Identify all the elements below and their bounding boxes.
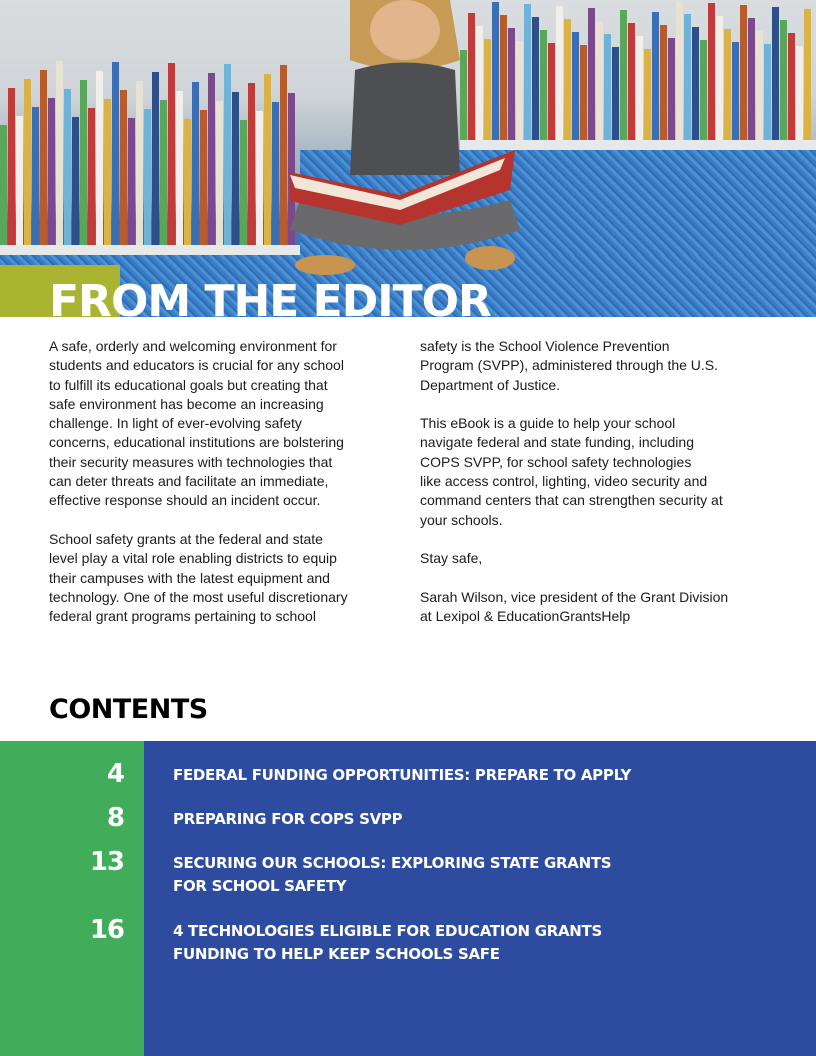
text-line: level play a vital role enabling districts to equip (49, 550, 337, 567)
paragraph (420, 337, 765, 395)
text-line: effective response should an incident occur. (49, 492, 321, 509)
book-spine (128, 118, 135, 245)
book-spine (136, 81, 143, 245)
text-line: their campuses with the latest equipment and (49, 569, 330, 586)
text-line: at Lexipol & EducationGrantsHelp (420, 608, 631, 625)
book-spine (184, 119, 191, 245)
toc-page-number: 13 (89, 847, 124, 877)
text-line: Program (SVPP), administered through the U.S. (420, 357, 719, 374)
text-line: their security measures with technologies that (49, 453, 333, 470)
text-line: Department of Justice. (420, 376, 561, 393)
book-spine (248, 83, 255, 245)
book-spine (176, 91, 183, 245)
book-spine (112, 62, 119, 245)
book-spine (612, 47, 619, 145)
text-line: Stay safe, (420, 550, 483, 567)
book-spine (56, 61, 63, 245)
text-line: federal grant programs pertaining to school (49, 608, 316, 625)
editor-letter-column-right (420, 337, 765, 646)
paragraph (420, 414, 765, 530)
shelf (0, 245, 300, 255)
book-spine (24, 79, 31, 245)
book-spine (264, 74, 271, 245)
book-spine (716, 16, 723, 145)
girl-reading-illustration (290, 0, 520, 280)
book-spine (660, 25, 667, 145)
book-spine (72, 117, 79, 245)
book-spine (144, 109, 151, 245)
book-spine (32, 107, 39, 245)
book-spine (676, 1, 683, 145)
book-spine (796, 46, 803, 145)
toc-title (173, 852, 611, 897)
book-spine (96, 71, 103, 245)
toc-title-line: PREPARING FOR COPS SVPP (173, 810, 403, 828)
book-spine (232, 92, 239, 245)
book-spine (280, 65, 287, 245)
book-spine (532, 17, 539, 145)
book-spine (40, 70, 47, 245)
book-spine (556, 6, 563, 145)
book-spine (756, 31, 763, 145)
toc-page-number: 4 (106, 759, 124, 789)
book-spine (104, 99, 111, 245)
book-spine (732, 42, 739, 145)
book-spine (684, 14, 691, 145)
book-spine (652, 12, 659, 145)
book-spine (224, 64, 231, 245)
text-line: safe environment has become an increasing (49, 395, 324, 412)
toc-title (173, 920, 602, 965)
book-spine (620, 10, 627, 145)
book-spine (80, 80, 87, 245)
book-spine (572, 32, 579, 145)
book-spine (256, 111, 263, 245)
toc-title (173, 764, 631, 787)
toc-title-line: FUNDING TO HELP KEEP SCHOOLS SAFE (173, 944, 500, 963)
book-spine (708, 3, 715, 145)
editor-letter-column-left (49, 337, 394, 646)
hero-photo (0, 0, 816, 317)
text-line: Sarah Wilson, vice president of the Grant Division (420, 588, 729, 605)
text-line: challenge. In light of ever-evolving safety (49, 415, 302, 432)
toc-title (173, 808, 402, 831)
book-spine (636, 36, 643, 145)
text-line: command centers that can strengthen security at (420, 492, 723, 509)
text-line: your schools. (420, 511, 503, 528)
book-spine (764, 44, 771, 145)
book-spine (524, 4, 531, 145)
text-line: safety is the School Violence Prevention (420, 338, 670, 354)
book-spine (152, 72, 159, 245)
text-line: concerns, educational institutions are bolstering (49, 434, 344, 451)
contents-heading: CONTENTS (49, 694, 208, 725)
book-spine (692, 27, 699, 145)
book-spine (668, 38, 675, 145)
book-spine (48, 98, 55, 245)
book-spine (200, 110, 207, 245)
text-line: A safe, orderly and welcoming environment for (49, 338, 337, 354)
book-spine (804, 9, 811, 145)
book-spine (772, 7, 779, 145)
toc-title-line: SECURING OUR SCHOOLS: EXPLORING STATE GRANTS (173, 854, 612, 872)
book-spine (780, 20, 787, 145)
book-spine (120, 90, 127, 245)
book-spine (740, 5, 747, 145)
book-spine (160, 100, 167, 245)
text-line: like access control, lighting, video security and (420, 473, 708, 490)
book-spine (8, 88, 15, 245)
book-spine (192, 82, 199, 245)
book-spine (588, 8, 595, 145)
book-spine (548, 43, 555, 145)
text-line: School safety grants at the federal and state (49, 530, 323, 547)
book-spine (0, 125, 7, 245)
book-spine (596, 21, 603, 145)
paragraph (420, 549, 765, 568)
text-line: technology. One of the most useful discretionary (49, 588, 348, 605)
book-spine (240, 120, 247, 245)
book-spine (272, 102, 279, 245)
toc-page-number: 16 (89, 915, 124, 945)
book-spine (748, 18, 755, 145)
book-spine (64, 89, 71, 245)
book-spine (644, 49, 651, 145)
book-spine (604, 34, 611, 145)
book-spine (580, 45, 587, 145)
book-spine (700, 40, 707, 145)
book-spine (788, 33, 795, 145)
text-line: to fulfill its educational goals but creating that (49, 376, 328, 393)
toc-page-number: 8 (106, 803, 124, 833)
bookshelf-left (0, 60, 296, 245)
text-line: navigate federal and state funding, including (420, 434, 694, 451)
toc-title-line: FOR SCHOOL SAFETY (173, 876, 347, 895)
text-line: students and educators is crucial for any school (49, 357, 344, 374)
toc-title-line: FEDERAL FUNDING OPPORTUNITIES: PREPARE TO APPLY (173, 766, 632, 784)
book-spine (216, 101, 223, 245)
book-spine (540, 30, 547, 145)
text-line: This eBook is a guide to help your school (420, 415, 676, 432)
contents-panel (144, 741, 816, 1056)
book-spine (724, 29, 731, 145)
book-spine (16, 116, 23, 245)
paragraph (49, 530, 394, 626)
book-spine (88, 108, 95, 245)
paragraph (49, 337, 394, 511)
toc-title-line: 4 TECHNOLOGIES ELIGIBLE FOR EDUCATION GRANTS (173, 922, 602, 940)
paragraph (420, 588, 765, 627)
book-spine (168, 63, 175, 245)
section-title: FROM THE EDITOR (49, 276, 491, 317)
book-spine (208, 73, 215, 245)
text-line: COPS SVPP, for school safety technologies (420, 453, 692, 470)
text-line: can deter threats and facilitate an immediate, (49, 473, 329, 490)
book-spine (564, 19, 571, 145)
book-spine (628, 23, 635, 145)
